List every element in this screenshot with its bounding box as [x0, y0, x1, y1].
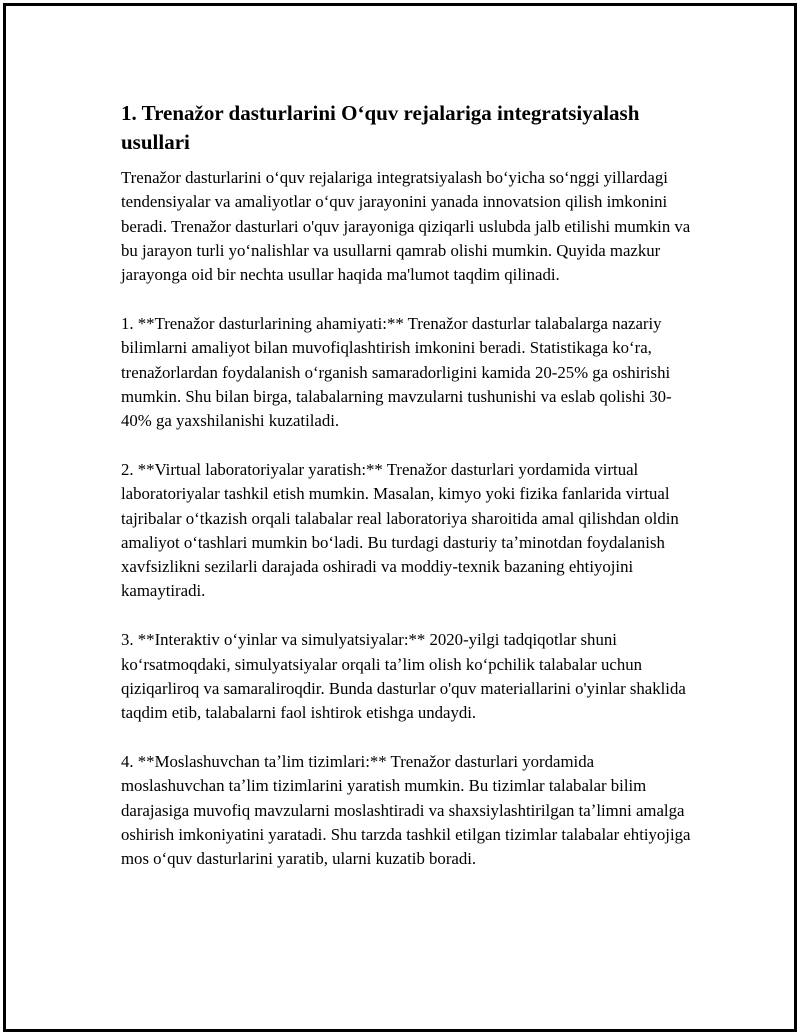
intro-paragraph: Trenažor dasturlarini oʻquv rejalariga integratsiyalash boʻyicha soʻnggi yillardagi tendensiyalar va amaliyotlar oʻquv jarayonini yanada innovatsion qilish imkonini beradi. Trenažor dasturlari o'quv jarayoniga qiziqarli uslubda jalb etilishi mumkin va bu jarayon turli yoʻnalishlar va usullarni qamrab olishi mumkin. Quyida mazkur jarayonga oid bir nechta usullar haqida ma'lumot taqdim qilinadi.: [121, 168, 691, 285]
list-item-2-paragraph: 2. **Virtual laboratoriyalar yaratish:** Trenažor dasturlari yordamida virtual laboratoriyalar tashkil etish mumkin. Masalan, kimyo yoki fizika fanlarida virtual tajribalar oʻtkazish orqali talabalar real laboratoriya sharoitida amal qilishdan oldin amaliyot oʻtashlari mumkin boʻladi. Bu turdagi dasturiy taʼminotdan foydalanish xavfsizlikni sezilarli darajada oshiradi va moddiy-texnik bazaning ehtiyojini kamaytiradi.: [121, 459, 679, 601]
list-item-4-paragraph: 4. **Moslashuvchan taʼlim tizimlari:** Trenažor dasturlari yordamida moslashuvchan taʼlim tizimlarini yaratish mumkin. Bu tizimlar talabalar bilim darajasiga muvofiq mavzularni moslashtiradi va shaxsiylashtirilgan taʼlimni amalga oshirish imkoniyatini yaratadi. Shu tarzda tashkil etilgan tizimlar talabalar ehtiyojiga mos oʻquv dasturlarini yaratib, ularni kuzatib boradi.: [121, 751, 691, 869]
document-body: [121, 99, 693, 896]
list-item-1-paragraph: 1. **Trenažor dasturlarining ahamiyati:** Trenažor dasturlar talabalarga nazariy bilimlarni amaliyot bilan muvofiqlashtirish imkonini beradi. Statistikaga koʻra, trenažorlardan foydalanish oʻrganish samaradorligini kamida 20-25% ga oshirishi mumkin. Shu bilan birga, talabalarning mavzularni tushunishi va eslab qolishi 30-40% ga yaxshilanishi kuzatiladi.: [121, 313, 672, 431]
list-item-3-paragraph: 3. **Interaktiv oʻyinlar va simulyatsiyalar:** 2020-yilgi tadqiqotlar shuni koʻrsatmoqdaki, simulyatsiyalar orqali taʼlim olish koʻpchilik talabalar uchun qiziqarliroq va samaraliroqdir. Bunda dasturlar o'quv materiallarini o'yinlar shaklida taqdim etib, talabalarni faol ishtirok etishga undaydi.: [121, 630, 686, 723]
section-heading: 1. Trenažor dasturlarini Oʻquv rejalariga integratsiyalash usullari: [121, 101, 640, 154]
page-frame: [3, 3, 797, 1032]
